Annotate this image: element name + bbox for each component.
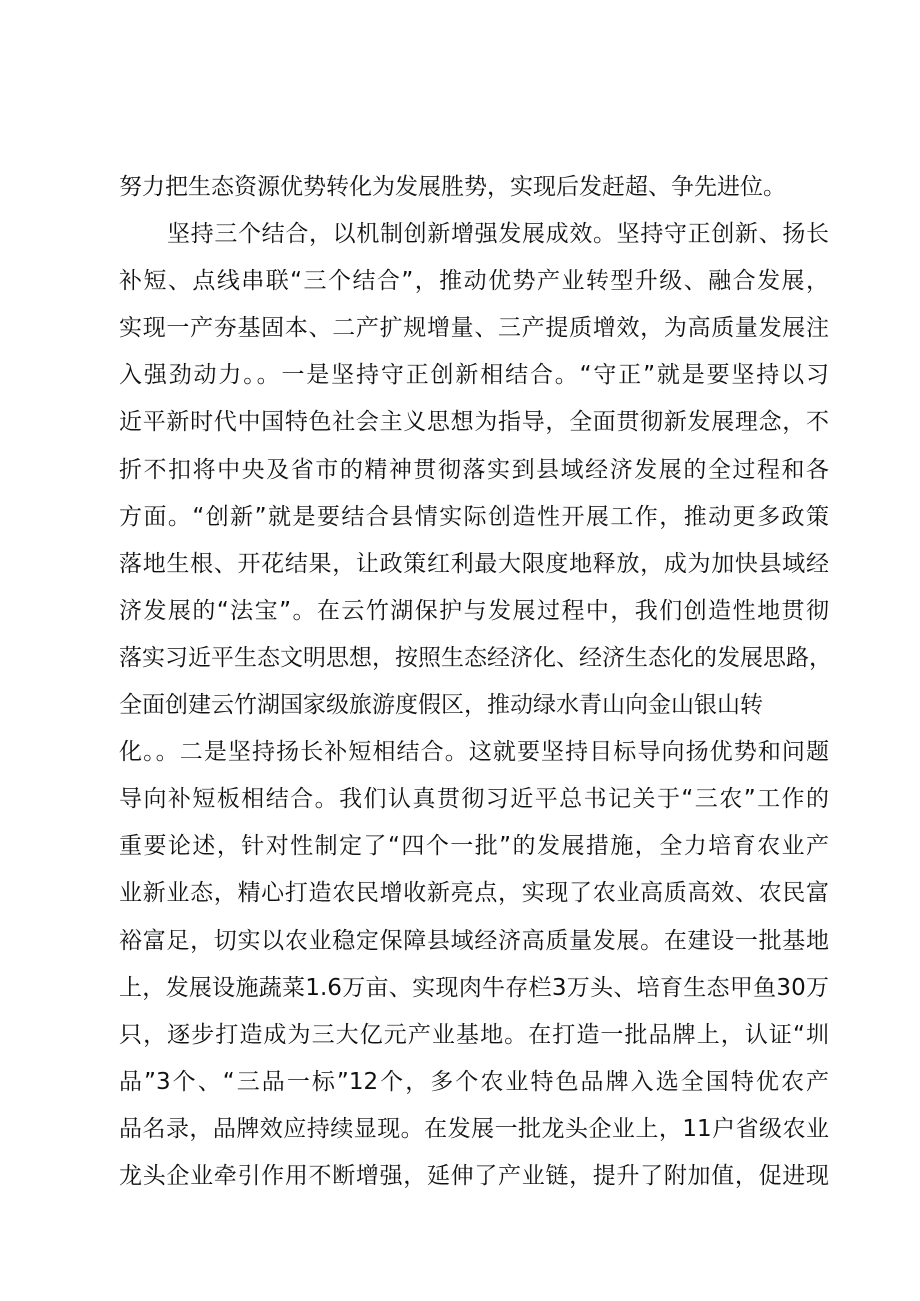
text-line: 入强劲动力。。一是坚持守正创新相结合。“守正”就是要坚持以习: [119, 362, 829, 389]
text-line: 近平新时代中国特色社会主义思想为指导，全面贯彻新发展理念，不: [119, 409, 829, 436]
text-line: 品名录，品牌效应持续显现。在发展一批龙头企业上，11户省级农业: [119, 1115, 829, 1142]
text-line: 落地生根、开花结果，让政策红利最大限度地释放，成为加快县域经: [119, 550, 829, 577]
text-line: 努力把生态资源优势转化为发展胜势，实现后发赶超、争先进位。: [119, 174, 786, 200]
text-line: 品”3个、“三品一标”12个，多个农业特色品牌入选全国特优农产: [119, 1068, 829, 1095]
body-text: [119, 164, 832, 1200]
text-line: 重要论述，针对性制定了“四个一批”的发展措施，全力培育农业产: [119, 833, 829, 860]
text-line: 折不扣将中央及省市的精神贯彻落实到县域经济发展的全过程和各: [119, 456, 829, 483]
text-line: 补短、点线串联“三个结合”，推动优势产业转型升级、融合发展，: [119, 268, 829, 295]
paragraph-first-line: 坚持三个结合，以机制创新增强发展成效。坚持守正创新、扬长: [167, 221, 829, 248]
text-line: 化。。二是坚持扬长补短相结合。这就要坚持目标导向扬优势和问题: [119, 739, 829, 766]
text-line: 济发展的“法宝”。在云竹湖保护与发展过程中，我们创造性地贯彻: [119, 597, 829, 624]
text-line: 落实习近平生态文明思想，按照生态经济化、经济生态化的发展思路，: [119, 644, 832, 671]
text-line: 导向补短板相结合。我们认真贯彻习近平总书记关于“三农”工作的: [119, 786, 829, 813]
text-line: 业新业态，精心打造农民增收新亮点，实现了农业高质高效、农民富: [119, 880, 829, 907]
text-line: 只，逐步打造成为三大亿元产业基地。在打造一批品牌上，认证“圳: [119, 1021, 829, 1048]
text-line: 方面。“创新”就是要结合县情实际创造性开展工作，推动更多政策: [119, 503, 829, 530]
text-line: 龙头企业牵引作用不断增强，延伸了产业链，提升了附加值，促进现: [119, 1162, 829, 1189]
text-line: 全面创建云竹湖国家级旅游度假区，推动绿水青山向金山银山转: [119, 692, 763, 719]
text-line: 裕富足，切实以农业稳定保障县域经济高质量发展。在建设一批基地: [119, 927, 829, 954]
text-line: 上，发展设施蔬菜1.6万亩、实现肉牛存栏3万头、培育生态甲鱼30万: [119, 974, 829, 1001]
text-line: 实现一产夯基固本、二产扩规增量、三产提质增效，为高质量发展注: [119, 315, 829, 342]
